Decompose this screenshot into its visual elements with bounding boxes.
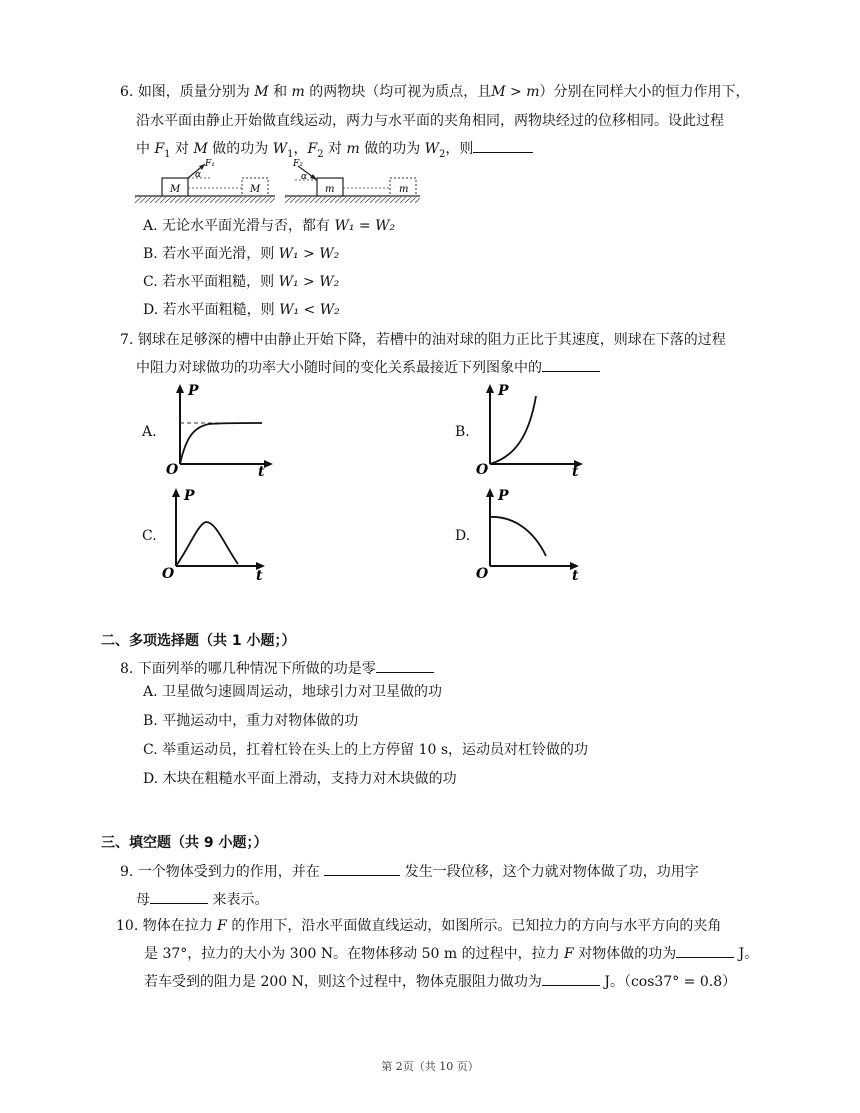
q7-number: 7. (120, 332, 134, 348)
q6-number: 6. (120, 84, 134, 100)
option-expr: W₁ < W₂ (279, 302, 340, 318)
y-axis-arrow (486, 488, 494, 497)
block-m-label: m (325, 184, 335, 195)
var-M: M (193, 141, 208, 157)
x-axis-arrow (264, 460, 273, 468)
curve (490, 517, 546, 556)
graph-a (164, 382, 276, 478)
q10-text: 物体在拉力 (142, 918, 213, 934)
q7-text: 中阻力对球做功的功率大小随时间的变化关系最接近下列图象中的 (136, 360, 542, 376)
q7-line1 (120, 326, 726, 355)
answer-blank[interactable] (542, 971, 600, 986)
q7-text: 钢球在足够深的槽中由静止开始下降，若槽中的油对球的阻力正比于其速度，则球在下落的过程 (137, 332, 726, 348)
section-heading: 二、多项选择题（共 1 小题；） (101, 633, 296, 649)
option-text: 无论水平面光滑与否，都有 (162, 218, 331, 234)
option-text: 平抛运动中，重力对物体做的功 (162, 713, 359, 729)
y-label: P (184, 488, 195, 504)
y-label: P (188, 383, 199, 399)
q9-text: 一个物体受到力的作用，并在 (137, 864, 320, 880)
q7-line2 (136, 354, 600, 383)
q6-figure (135, 158, 535, 210)
answer-blank[interactable] (676, 943, 734, 958)
q10-text: 是 37°，拉力的大小为 300 N。在物体移动 50 m 的过程中，拉力 (144, 946, 560, 962)
angle-alpha-label: α (301, 172, 308, 182)
q6-text: 如图，质量分别为 (137, 84, 250, 100)
q8-text: 下面列举的哪几种情况下所做的功是零 (137, 661, 376, 677)
option-label: D. (143, 771, 159, 787)
q6-text: ，则 (445, 141, 474, 157)
q6-text: 做的功为 (364, 141, 421, 157)
origin-label: O (476, 462, 489, 478)
q10-text: J。（cos37° = 0.8） (604, 974, 737, 990)
var-W: W (424, 141, 440, 157)
option-text: 举重运动员，扛着杠铃在头上的上方停留 10 s，运动员对杠铃做的功 (162, 742, 589, 758)
q6-option-d[interactable] (143, 296, 340, 324)
q6-option-b[interactable] (143, 240, 339, 268)
option-label: C. (143, 274, 158, 290)
y-label: P (498, 383, 509, 399)
subscript: 2 (439, 148, 446, 160)
y-label: P (498, 488, 509, 504)
var-F: F (307, 141, 318, 157)
condition-M-gt-m: M > m (491, 84, 540, 100)
x-label: t (258, 464, 265, 478)
q6-text: 对 (175, 141, 189, 157)
q6-text: 的两物块（均可视为质点，且 (309, 84, 492, 100)
graph-c (160, 486, 272, 582)
q10-text: 对物体做的功为 (578, 946, 677, 962)
q9-line2 (136, 886, 268, 915)
ground-hatch (285, 197, 420, 203)
q8-option-b[interactable] (143, 707, 358, 735)
answer-blank[interactable] (376, 658, 434, 673)
origin-label: O (162, 566, 175, 582)
q9-text: 来表示。 (212, 892, 269, 908)
q9-text: 发生一段位移，这个力就对物体做了功，功用字 (404, 864, 699, 880)
answer-blank[interactable] (324, 861, 400, 876)
curve (180, 423, 262, 464)
block-M-final-label: M (250, 184, 261, 195)
q8-option-a[interactable] (143, 678, 442, 706)
block-m-final-label: m (399, 184, 409, 195)
origin-label: O (476, 566, 489, 582)
option-text: 木块在粗糙水平面上滑动，支持力对木块做的功 (162, 771, 457, 787)
option-label: D. (143, 302, 159, 318)
graph-c-label[interactable]: C. (142, 528, 157, 544)
q6-text: 做的功为 (212, 141, 269, 157)
option-expr: W₁ > W₂ (278, 246, 340, 262)
q6-line1 (120, 78, 750, 107)
block-M-label: M (170, 184, 181, 195)
answer-blank[interactable] (542, 357, 600, 372)
force-F2-label: F₂ (293, 159, 303, 169)
q10-number: 10. (116, 918, 139, 934)
var-M: M (254, 84, 269, 100)
angle-alpha-label: α (195, 170, 202, 180)
origin-label: O (166, 462, 179, 478)
q6-text: 对 (328, 141, 343, 157)
option-text: 卫星做匀速圆周运动，地球引力对卫星做的功 (162, 684, 443, 700)
q6-option-a[interactable] (143, 212, 395, 240)
var-m: m (291, 84, 305, 100)
page-footer: 第 2页（共 10 页） (381, 1060, 479, 1073)
q6-text: 和 (273, 84, 288, 100)
answer-blank[interactable] (150, 889, 208, 904)
option-text: 若水平面光滑，则 (162, 246, 275, 262)
curve (490, 396, 536, 464)
option-label: A. (143, 218, 158, 234)
y-axis-arrow (176, 384, 184, 393)
answer-blank[interactable] (473, 138, 533, 153)
q10-text: J。 (738, 946, 759, 962)
q8-number: 8. (120, 661, 134, 677)
q10-line1 (116, 912, 721, 941)
subscript: 2 (317, 148, 324, 160)
q10-text: 的作用下，沿水平面做直线运动，如图所示。已知拉力的方向与水平方向的夹角 (231, 918, 722, 934)
y-axis-arrow (172, 488, 180, 497)
graph-a-label[interactable]: A. (142, 424, 157, 440)
subscript: 1 (164, 148, 171, 160)
x-label: t (572, 568, 579, 582)
q6-text: 中 (136, 141, 150, 157)
q6-option-c[interactable] (143, 268, 339, 296)
option-expr: W₁ > W₂ (278, 274, 340, 290)
q10-line2 (144, 940, 758, 969)
q9-number: 9. (120, 864, 134, 880)
q9-line1 (120, 858, 699, 887)
var-F: F (154, 141, 165, 157)
var-F: F (564, 946, 574, 962)
q10-text: 若车受到的阻力是 200 N，则这个过程中，物体克服阻力做功为 (144, 974, 542, 990)
q9-text: 母 (136, 892, 150, 908)
var-F: F (217, 918, 227, 934)
q6-text: ， (293, 141, 308, 157)
option-text: 若水平面粗糙，则 (162, 302, 275, 318)
graph-d (474, 486, 586, 582)
var-W: W (272, 141, 288, 157)
ground-hatch (135, 197, 275, 203)
section-heading: 三、填空题（共 9 小题；） (101, 835, 268, 851)
option-expr: W₁ = W₂ (334, 218, 396, 234)
subscript: 1 (287, 148, 294, 160)
q8-option-d[interactable] (143, 765, 457, 793)
q10-line3 (144, 968, 736, 997)
x-label: t (256, 568, 263, 582)
q6-line2: 沿水平面由静止开始做直线运动，两力与水平面的夹角相同，两物块经过的位移相同。设此过程 (136, 113, 724, 129)
q6-text: ）分别在同样大小的恒力作用下， (539, 84, 750, 100)
y-axis-arrow (486, 384, 494, 393)
option-label: B. (143, 713, 158, 729)
option-label: B. (143, 246, 158, 262)
option-label: A. (143, 684, 158, 700)
graph-d-label[interactable]: D. (455, 528, 471, 544)
graph-b (474, 382, 586, 478)
graph-b-label[interactable]: B. (455, 424, 470, 440)
q8-option-c[interactable] (143, 736, 588, 764)
x-label: t (572, 464, 579, 478)
force-F1-label: F₁ (205, 159, 215, 169)
option-label: C. (143, 742, 158, 758)
var-m: m (346, 141, 360, 157)
option-text: 若水平面粗糙，则 (162, 274, 275, 290)
curve (176, 522, 238, 566)
